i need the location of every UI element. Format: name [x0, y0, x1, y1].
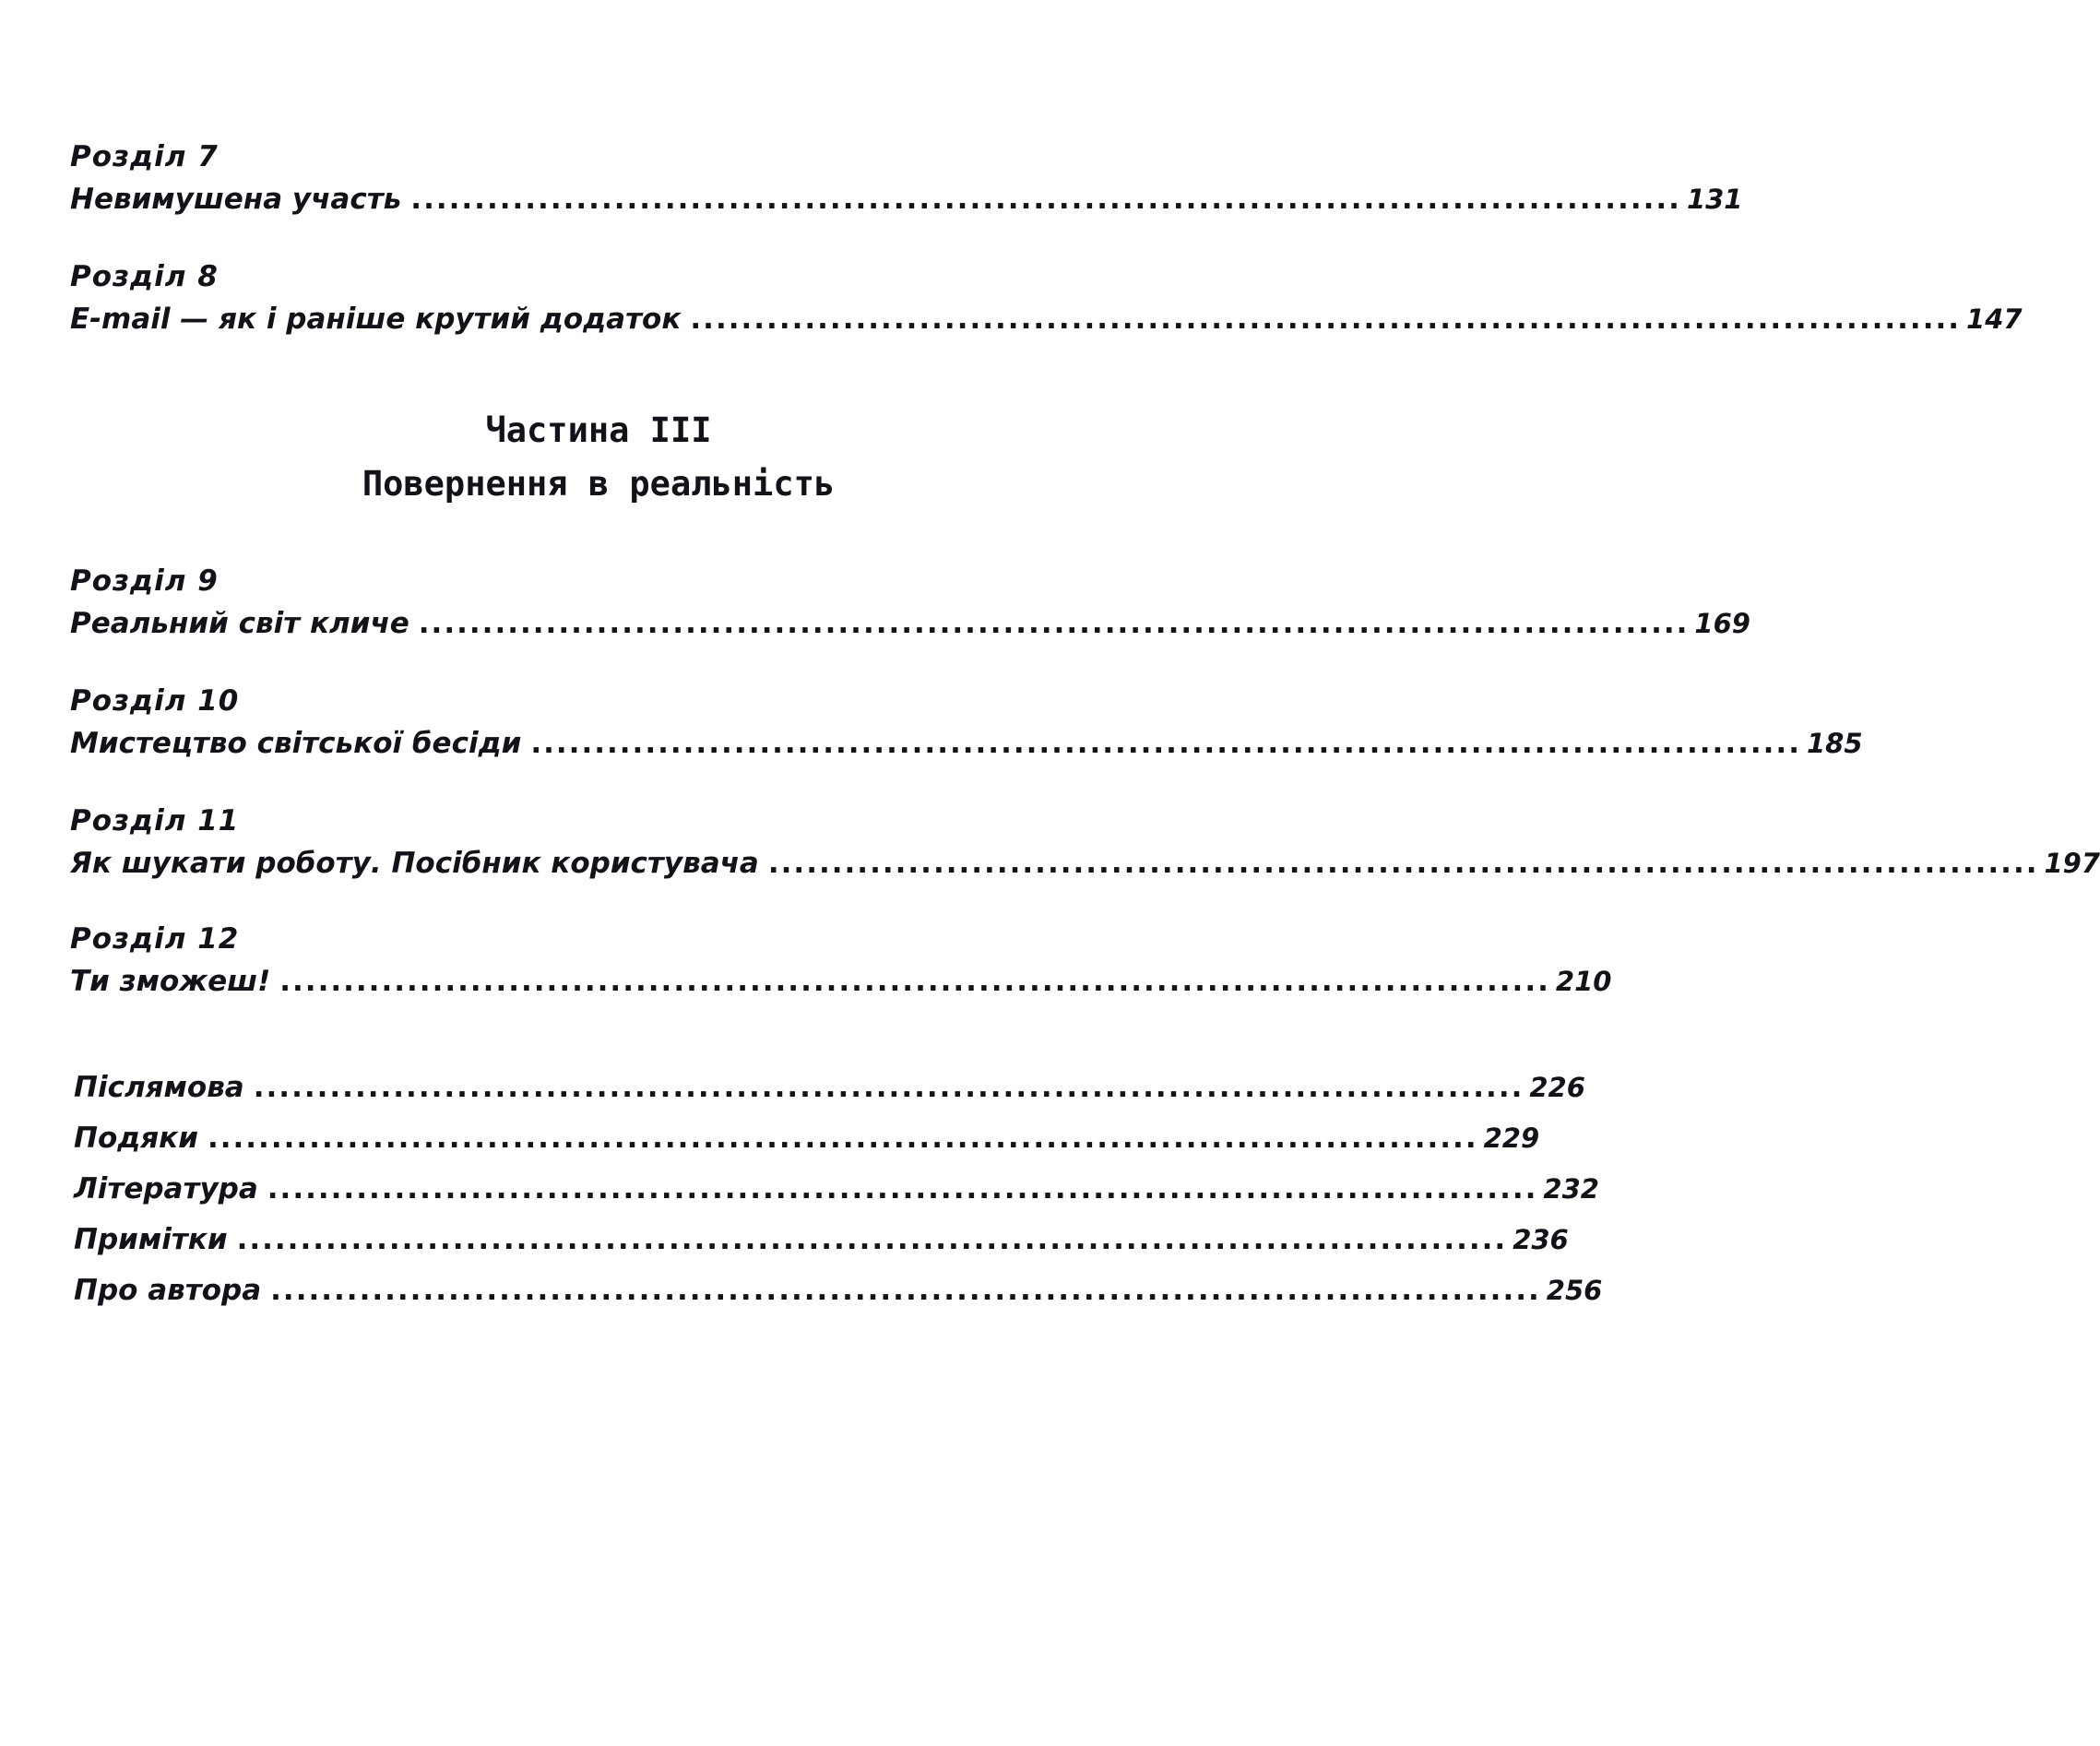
toc-entry[interactable]: [70, 601, 1750, 646]
dot-leader: ....................................................................................................: [267, 1172, 1538, 1206]
chapter-title: E-mail — як і раніше крутий додаток: [70, 303, 682, 336]
page-number: 229: [1483, 1122, 1540, 1154]
part-title: Повернення в реальність: [362, 464, 836, 504]
dot-leader: ....................................................................................................: [207, 1122, 1478, 1155]
chapter-title: Як шукати роботу. Посібник користувача: [70, 847, 759, 880]
toc-entry[interactable]: [74, 1113, 1540, 1164]
chapter-label: Розділ 9: [70, 564, 219, 598]
page-number: 210: [1555, 966, 1612, 997]
dot-leader: ....................................................................................................: [253, 1071, 1525, 1104]
page-number: 197: [2044, 848, 2100, 879]
page-number: 147: [1966, 303, 2023, 335]
chapter-title: Невимушена участь: [70, 183, 402, 216]
page-number: 232: [1543, 1173, 1599, 1205]
toc-entry[interactable]: [70, 177, 1743, 221]
toc-entry[interactable]: [70, 721, 1863, 766]
toc-entry[interactable]: [74, 1215, 1569, 1265]
toc-chapter-8: [70, 258, 2023, 341]
page-number: 169: [1694, 608, 1750, 639]
backmatter-title: Подяки: [74, 1122, 198, 1155]
toc-entry[interactable]: [70, 841, 2100, 885]
toc-entry[interactable]: [70, 959, 1612, 1004]
page-number: 131: [1686, 184, 1743, 215]
chapter-title: Реальний світ кличе: [70, 607, 409, 640]
backmatter-title: Про автора: [74, 1274, 262, 1307]
dot-leader: ....................................................................................................: [530, 727, 1801, 760]
dot-leader: ....................................................................................................: [690, 303, 1962, 336]
backmatter-title: Література: [74, 1172, 258, 1206]
chapter-title: Ти зможеш!: [70, 965, 271, 998]
page-number: 236: [1513, 1224, 1569, 1255]
toc-entry[interactable]: [70, 297, 2023, 341]
dot-leader: ....................................................................................................: [236, 1223, 1508, 1256]
page-number: 226: [1529, 1072, 1585, 1103]
page-number: 185: [1806, 728, 1863, 759]
dot-leader: ....................................................................................................: [767, 847, 2039, 880]
dot-leader: ....................................................................................................: [279, 965, 1550, 998]
chapter-label: Розділ 7: [70, 140, 219, 173]
dot-leader: ....................................................................................................: [410, 183, 1681, 216]
toc-chapter-11: [70, 802, 2100, 885]
chapter-title: Мистецтво світської бесіди: [70, 727, 522, 760]
toc-chapter-10: [70, 683, 1863, 766]
toc-entry[interactable]: [74, 1063, 1585, 1113]
toc-chapter-9: [70, 563, 1750, 646]
dot-leader: ....................................................................................................: [418, 607, 1690, 640]
chapter-label: Розділ 10: [70, 684, 240, 718]
chapter-label: Розділ 11: [70, 804, 240, 837]
chapter-label: Розділ 12: [70, 922, 240, 956]
backmatter-list: [74, 1063, 1603, 1316]
toc-entry[interactable]: [74, 1164, 1599, 1215]
toc-chapter-7: [70, 138, 1743, 221]
part-number: Частина III: [485, 410, 712, 450]
dot-leader: ....................................................................................................: [270, 1274, 1541, 1307]
backmatter-title: Післямова: [74, 1071, 244, 1104]
chapter-label: Розділ 8: [70, 260, 219, 293]
backmatter-title: Примітки: [74, 1223, 228, 1256]
page-number: 256: [1546, 1275, 1603, 1306]
toc-chapter-12: [70, 921, 1612, 1004]
toc-entry[interactable]: [74, 1265, 1603, 1316]
